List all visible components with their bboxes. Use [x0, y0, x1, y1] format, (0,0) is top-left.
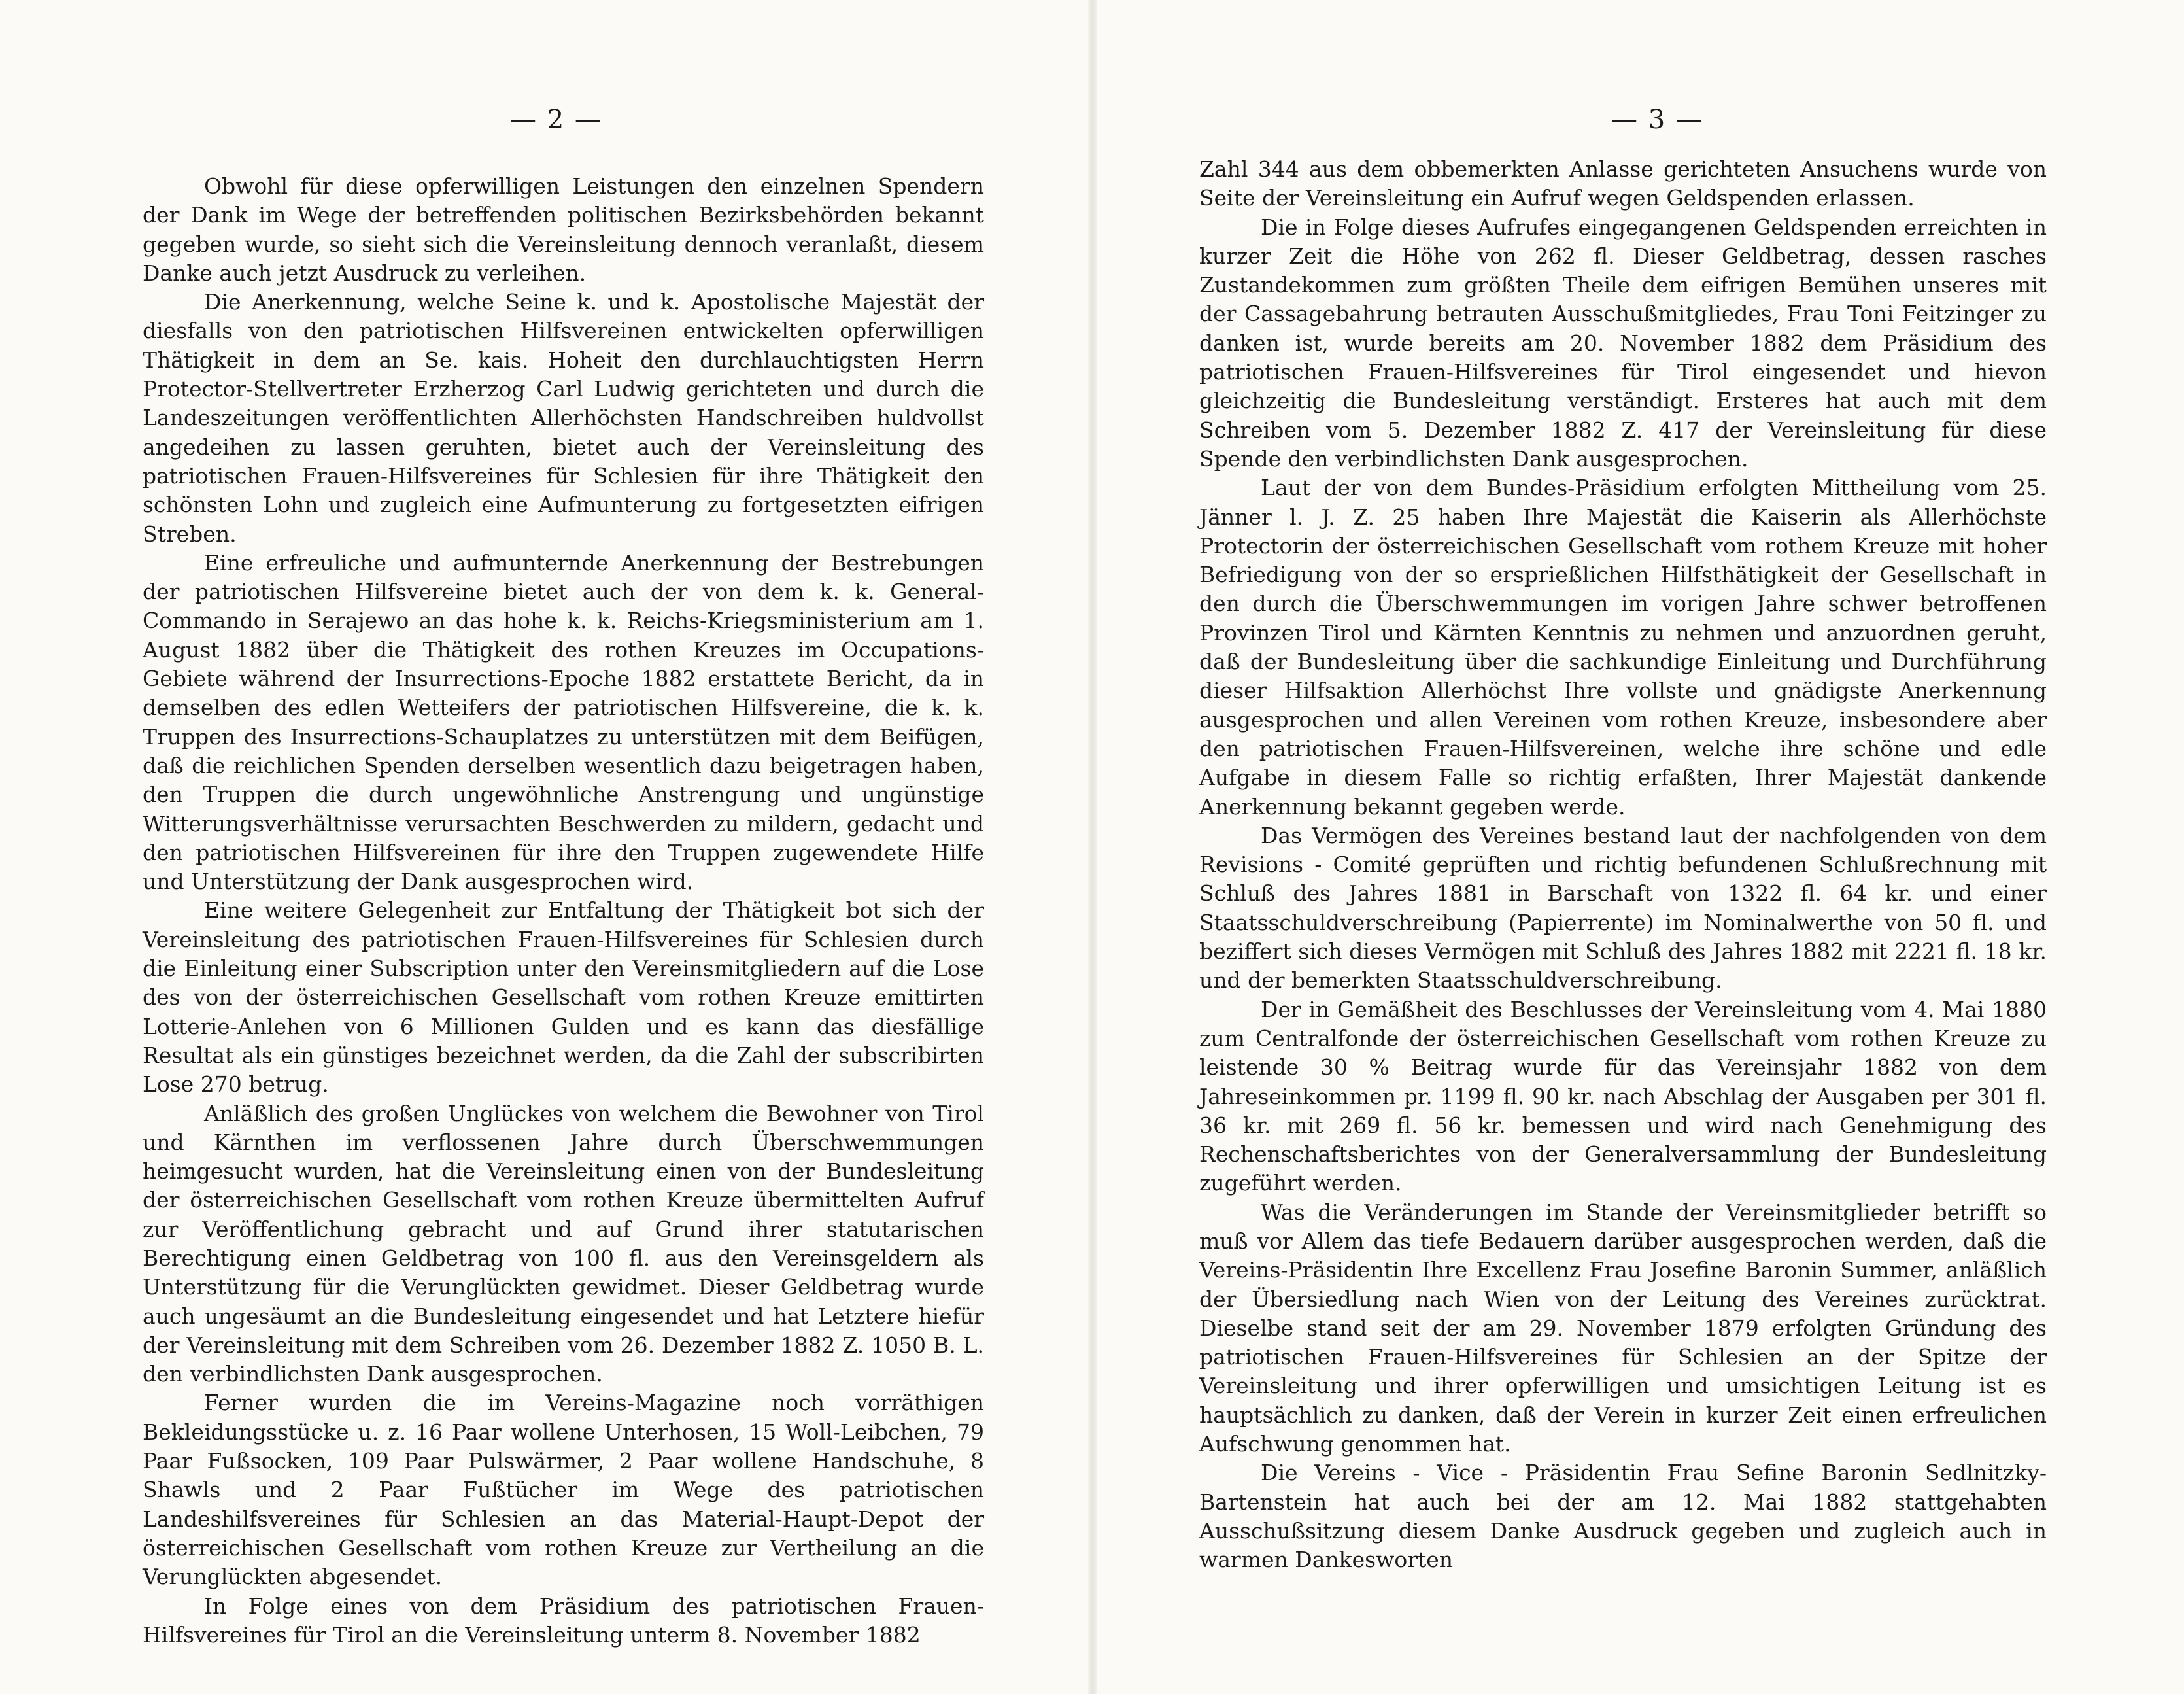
paragraph: In Folge eines von dem Präsidium des patriotischen Frauen-Hilfsvereines für Tirol an die Vereinsleitung unterm 8. November 1882	[143, 1593, 984, 1648]
book-gutter	[1088, 0, 1097, 1694]
page-body	[1199, 155, 2047, 1575]
right-page	[1097, 0, 2184, 1694]
paragraph: Die Vereins - Vice - Präsidentin Frau Sefine Baronin Sedlnitzky-Bartenstein hat auch bei der am 12. Mai 1882 stattgehabten Ausschußsitzung diesem Danke Ausdruck gegeben und zugleich auch in warmen Dankesworten	[1199, 1460, 2047, 1573]
page-body	[143, 172, 984, 1650]
paragraph: Das Vermögen des Vereines bestand laut der nachfolgenden von dem Revisions - Comité geprüften und richtig befundenen Schlußrechnung mit Schluß des Jahres 1881 in Barschaft von 1322 fl. 64 kr. und einer Staatsschuldverschreibung (Papierrente) im Nominalwerthe von 50 fl. und beziffert sich dieses Vermögen mit Schluß des Jahres 1882 mit 2221 fl. 18 kr. und der bemerkten Staatsschuldverschreibung.	[1199, 822, 2047, 994]
paragraph: Was die Veränderungen im Stande der Vereinsmitglieder betrifft so muß vor Allem das tiefe Bedauern darüber ausgesprochen werden, daß die Vereins-Präsidentin Ihre Excellenz Frau Josefine Baronin Summer, anläßlich der Übersiedlung nach Wien von der Leitung des Vereines zurücktrat. Dieselbe stand seit der am 29. November 1879 erfolgten Gründung des patriotischen Frauen-Hilfsvereines für Schlesien an der Spitze der Vereinsleitung und ihrer opferwilligen und umsichtigen Leitung ist es hauptsächlich zu danken, daß der Verein in kurzer Zeit einen erfreulichen Aufschwung genommen hat.	[1199, 1199, 2047, 1457]
paragraph: Anläßlich des großen Unglückes von welchem die Bewohner von Tirol und Kärnthen im verflossenen Jahre durch Überschwemmungen heimgesucht wurden, hat die Vereinsleitung einen von der Bundesleitung der österreichischen Gesellschaft vom rothen Kreuze übermittelten Aufruf zur Veröffentlichung gebracht und auf Grund ihrer statutarischen Berechtigung einen Geldbetrag von 100 fl. aus den Vereinsgeldern als Unterstützung für die Verunglückten gewidmet. Dieser Geldbetrag wurde auch ungesäumt an die Bundesleitung eingesendet und hat Letztere hiefür der Vereinsleitung mit dem Schreiben vom 26. Dezember 1882 Z. 1050 B. L. den verbindlichsten Dank ausgesprochen.	[143, 1100, 984, 1387]
page-number: — 2 —	[510, 105, 602, 135]
paragraph-continued: Zahl 344 aus dem obbemerkten Anlasse gerichteten Ansuchens wurde von Seite der Vereinsleitung ein Aufruf wegen Geldspenden erlassen.	[1199, 156, 2047, 211]
paragraph: Die Anerkennung, welche Seine k. und k. Apostolische Majestät der diesfalls von den patriotischen Hilfsvereinen entwickelten opferwilligen Thätigkeit in dem an Se. kais. Hoheit den durchlauchtigsten Herrn Protector-Stellvertreter Erzherzog Carl Ludwig gerichteten und durch die Landeszeitungen veröffentlichten Allerhöchsten Handschreiben huldvollst angedeihen zu lassen geruhten, bietet auch der Vereinsleitung des patriotischen Frauen-Hilfsvereines für Schlesien für ihre Thätigkeit den schönsten Lohn und zugleich eine Aufmunterung zu fortgesetzten eifrigen Streben.	[143, 289, 984, 547]
left-page	[0, 0, 1088, 1694]
paragraph: Eine weitere Gelegenheit zur Entfaltung der Thätigkeit bot sich der Vereinsleitung des patriotischen Frauen-Hilfsvereines für Schlesien durch die Einleitung einer Subscription unter den Vereinsmitgliedern auf die Lose des von der österreichischen Gesellschaft vom rothen Kreuze emittirten Lotterie-Anlehen von 6 Millionen Gulden und es kann das diesfällige Resultat als ein günstiges bezeichnet werden, da die Zahl der subscribirten Lose 270 betrug.	[143, 897, 984, 1098]
paragraph: Eine erfreuliche und aufmunternde Anerkennung der Bestrebungen der patriotischen Hilfsvereine bietet auch der von dem k. k. General-Commando in Serajewo an das hohe k. k. Reichs-Kriegsministerium am 1. August 1882 über die Thätigkeit des rothen Kreuzes im Occupations-Gebiete während der Insurrections-Epoche 1882 erstattete Bericht, da in demselben des edlen Wetteifers der patriotischen Hilfsvereine, die k. k. Truppen des Insurrections-Schauplatzes zu unterstützen mit dem Beifügen, daß die reichlichen Spenden derselben wesentlich dazu beigetragen haben, den Truppen die durch ungewöhnliche Anstrengung und ungünstige Witterungsverhältnisse verursachten Beschwerden zu mildern, gedacht und den patriotischen Hilfsvereinen für ihre den Truppen zugewendete Hilfe und Unterstützung der Dank ausgesprochen wird.	[143, 549, 984, 895]
page-number: — 3 —	[1611, 105, 1703, 135]
paragraph: Der in Gemäßheit des Beschlusses der Vereinsleitung vom 4. Mai 1880 zum Centralfonde der österreichischen Gesellschaft vom rothen Kreuze zu leistende 30 % Beitrag wurde für das Vereinsjahr 1882 von dem Jahreseinkommen pr. 1199 fl. 90 kr. nach Abschlag der Ausgaben per 301 fl. 36 kr. mit 269 fl. 56 kr. bemessen und wird nach Genehmigung des Rechenschaftsberichtes von der Generalversammlung der Bundesleitung zugeführt werden.	[1199, 996, 2047, 1196]
paragraph: Ferner wurden die im Vereins-Magazine noch vorräthigen Bekleidungsstücke u. z. 16 Paar wollene Unterhosen, 15 Woll-Leibchen, 79 Paar Fußsocken, 109 Paar Pulswärmer, 2 Paar wollene Handschuhe, 8 Shawls und 2 Paar Fußtücher im Wege des patriotischen Landeshilfsvereines für Schlesien an das Material-Haupt-Depot der österreichischen Gesellschaft vom rothen Kreuze zur Vertheilung an die Verunglückten abgesendet.	[143, 1390, 984, 1590]
paragraph: Laut der von dem Bundes-Präsidium erfolgten Mittheilung vom 25. Jänner l. J. Z. 25 haben Ihre Majestät die Kaiserin als Allerhöchste Protectorin der österreichischen Gesellschaft vom rothem Kreuze mit hoher Befriedigung von der so ersprießlichen Hilfsthätigkeit der Gesellschaft in den durch die Überschwemmungen im vorigen Jahre schwer betroffenen Provinzen Tirol und Kärnten Kenntnis zu nehmen und anzuordnen geruht, daß der Bundesleitung über die sachkundige Einleitung und Durchführung dieser Hilfsaktion Allerhöchst Ihre vollste und gnädigste Anerkennung ausgesprochen und allen Vereinen vom rothen Kreuze, insbesondere aber den patriotischen Frauen-Hilfsvereinen, welche ihre schöne und edle Aufgabe in diesem Falle so richtig erfaßten, Ihrer Majestät dankende Anerkennung bekannt gegeben werde.	[1199, 475, 2047, 820]
paragraph: Obwohl für diese opferwilligen Leistungen den einzelnen Spendern der Dank im Wege der betreffenden politischen Bezirksbehörden bekannt gegeben wurde, so sieht sich die Vereinsleitung dennoch veranlaßt, diesem Danke auch jetzt Ausdruck zu verleihen.	[143, 173, 984, 286]
paragraph: Die in Folge dieses Aufrufes eingegangenen Geldspenden erreichten in kurzer Zeit die Höhe von 262 fl. Dieser Geldbetrag, dessen rasches Zustandekommen zum größten Theile dem eifrigen Bemühen unseres mit der Cassagebahrung betrauten Ausschußmitgliedes, Frau Toni Feitzinger zu danken ist, wurde bereits am 20. November 1882 dem Präsidium des patriotischen Frauen-Hilfsvereines für Tirol eingesendet und hievon gleichzeitig die Bundesleitung verständigt. Ersteres hat auch mit dem Schreiben vom 5. Dezember 1882 Z. 417 der Vereinsleitung für diese Spende den verbindlichsten Dank ausgesprochen.	[1199, 214, 2047, 472]
